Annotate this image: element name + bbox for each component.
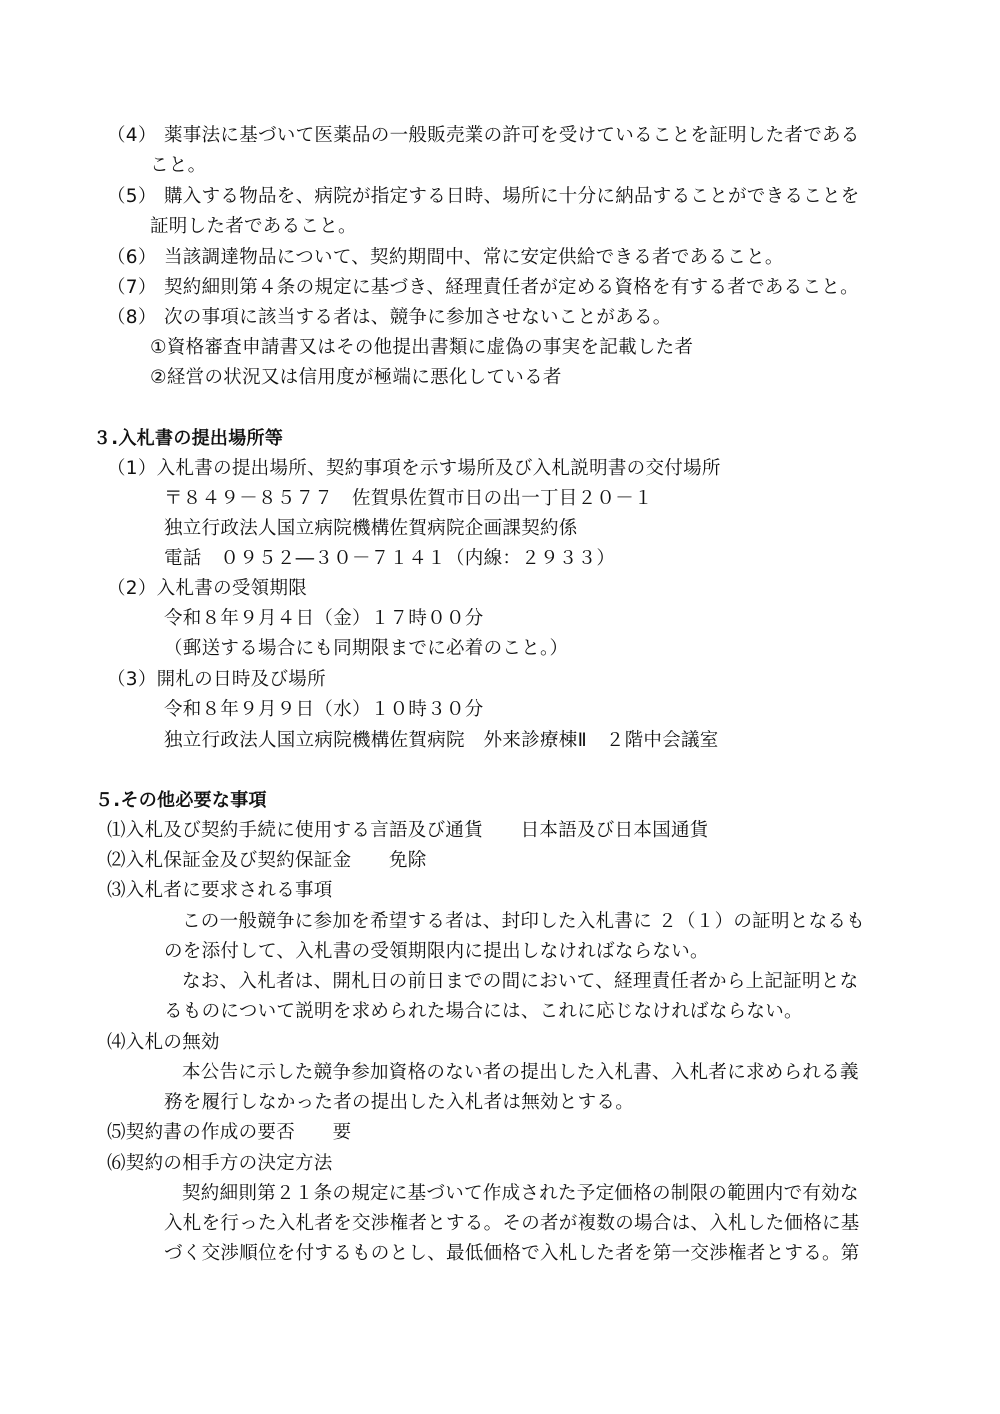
section-5-item-1: ⑴入札及び契約手続に使用する言語及び通貨 日本語及び日本国通貨 xyxy=(107,820,709,841)
item-3-paragraph-1-line-2: のを添付して、入札書の受領期限内に提出しなければならない。 xyxy=(164,941,709,962)
item-7-number: （7） xyxy=(107,277,157,298)
section-3-item-3-label: （3）開札の日時及び場所 xyxy=(107,669,326,690)
mail-note: （郵送する場合にも同期限までに必着のこと。） xyxy=(164,638,569,659)
item-4-paragraph-line-1: 本公告に示した競争参加資格のない者の提出した入札書、入札者に求められる義 xyxy=(182,1062,859,1083)
item-6-text: 当該調達物品について、契約期間中、常に安定供給できる者であること。 xyxy=(164,247,784,268)
organization-name: 独立行政法人国立病院機構佐賀病院企画課契約係 xyxy=(164,518,578,539)
item-7-text: 契約細則第４条の規定に基づき、経理責任者が定める資格を有する者であること。 xyxy=(164,277,859,298)
item-6-paragraph-line-3: づく交渉順位を付するものとし、最低価格で入札した者を第一交渉権者とする。第 xyxy=(164,1243,860,1264)
section-3-item-1-label: （1）入札書の提出場所、契約事項を示す場所及び入札説明書の交付場所 xyxy=(107,458,721,479)
item-3-paragraph-1-line-1: この一般競争に参加を希望する者は、封印した入札書に ２（１）の証明となるも xyxy=(182,911,865,932)
item-5-continuation: 証明した者であること。 xyxy=(150,216,357,237)
opening-date: 令和８年９月９日（水）１０時３０分 xyxy=(164,699,484,720)
item-8-sub-2: ②経営の状況又は信用度が極端に悪化している者 xyxy=(150,367,562,388)
item-4-continuation: こと。 xyxy=(150,155,207,176)
item-4-number: （4） xyxy=(107,125,157,146)
section-5-item-5: ⑸契約書の作成の要否 要 xyxy=(107,1122,352,1143)
opening-place: 独立行政法人国立病院機構佐賀病院 外来診療棟Ⅱ ２階中会議室 xyxy=(164,730,719,751)
item-4-text: 薬事法に基づいて医薬品の一般販売業の許可を受けていることを証明した者である xyxy=(164,125,860,146)
section-3-heading: ３.入札書の提出場所等 xyxy=(93,428,284,449)
item-3-paragraph-2-line-1: なお、入札者は、開札日の前日までの間において、経理責任者から上記証明とな xyxy=(182,971,859,992)
deadline-date: 令和８年９月４日（金）１７時００分 xyxy=(164,608,484,629)
section-5-heading: ５.その他必要な事項 xyxy=(95,790,267,811)
phone-number: 電話 ０９５２―３０－７１４１（内線：２９３３） xyxy=(164,548,616,569)
section-5-item-3-label: ⑶入札者に要求される事項 xyxy=(107,880,333,901)
item-8-text: 次の事項に該当する者は、競争に参加させないことがある。 xyxy=(164,307,672,328)
item-4-paragraph-line-2: 務を履行しなかった者の提出した入札者は無効とする。 xyxy=(164,1092,635,1113)
item-6-paragraph-line-1: 契約細則第２１条の規定に基づいて作成された予定価格の制限の範囲内で有効な xyxy=(182,1183,859,1204)
item-5-text: 購入する物品を、病院が指定する日時、場所に十分に納品することができることを xyxy=(164,186,860,207)
item-3-paragraph-2-line-2: るものについて説明を求められた場合には、これに応じなければならない。 xyxy=(164,1001,803,1022)
item-6-number: （6） xyxy=(107,247,157,268)
section-5-item-2: ⑵入札保証金及び契約保証金 免除 xyxy=(107,850,427,871)
item-5-number: （5） xyxy=(107,186,157,207)
item-8-number: （8） xyxy=(107,307,157,328)
item-8-sub-1: ①資格審査申請書又はその他提出書類に虚偽の事実を記載した者 xyxy=(150,337,694,358)
section-3-item-2-label: （2）入札書の受領期限 xyxy=(107,578,308,599)
section-5-item-4-label: ⑷入札の無効 xyxy=(107,1032,220,1053)
postal-address: 〒８４９－８５７７ 佐賀県佐賀市日の出一丁目２０－１ xyxy=(164,488,653,509)
item-6-paragraph-line-2: 入札を行った入札者を交渉権者とする。その者が複数の場合は、入札した価格に基 xyxy=(164,1213,860,1234)
section-5-item-6-label: ⑹契約の相手方の決定方法 xyxy=(107,1153,333,1174)
